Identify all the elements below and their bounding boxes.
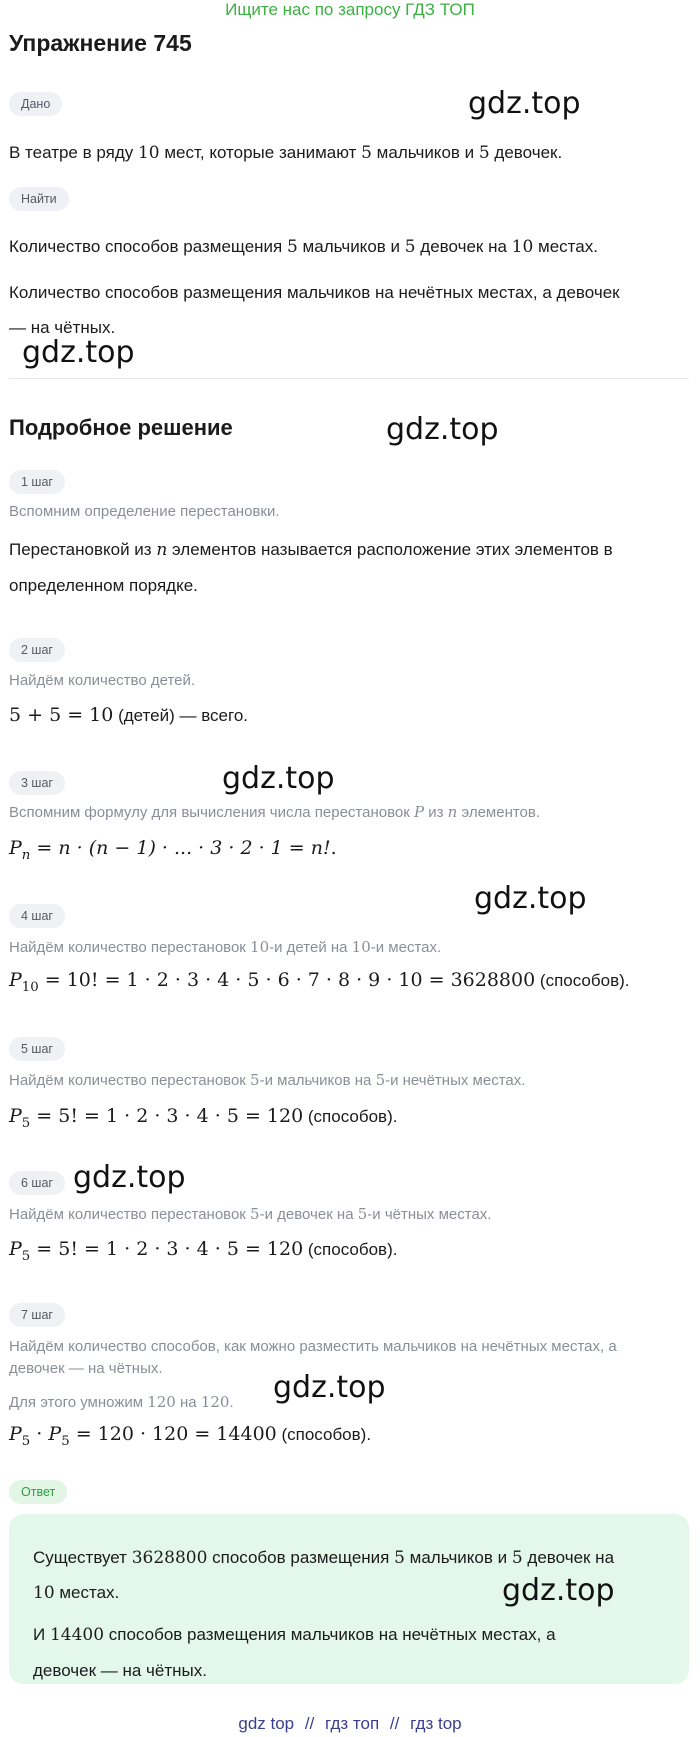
step-2-hint: Найдём количество детей. [9, 672, 196, 689]
step-5-badge: 5 шаг [9, 1037, 65, 1061]
step-6-formula: $P_5 = 5$! = 1 · 2 · 3 · 4 · 5 = 120 (способов). [9, 1238, 398, 1264]
step-7-formula: $P_5 \cdot P_5 = 120 \cdot 120 = 14400$ (способов). [9, 1423, 372, 1449]
footer-link-2[interactable]: гдз топ [325, 1714, 380, 1733]
step-6-hint: Найдём количество перестановок 5-и девочек на 5-и чётных местах. [9, 1205, 492, 1223]
step-1-text: Перестановкой из n элементов называется расположение этих элементов в определенном порядке. [9, 540, 613, 595]
watermark: gdz.top [502, 1573, 615, 1608]
step-2-badge: 2 шаг [9, 638, 65, 662]
footer-separator: // [304, 1714, 315, 1733]
find-badge-label: Найти [9, 187, 69, 211]
step-7-hint: Найдём количество способов, как можно разместить мальчиков на нечётных местах, а девочек — на чётных. [9, 1338, 617, 1377]
answer-line-1: Существует 3628800 способов размещения 5 мальчиков и 5 девочек на [33, 1548, 615, 1568]
find-badge [9, 187, 69, 211]
step-3-hint: Вспомним формулу для вычисления числа перестановок P из n элементов. [9, 803, 541, 821]
step-1-badge: 1 шаг [9, 470, 65, 494]
exercise-title: Упражнение 745 [9, 30, 192, 56]
answer-badge: Ответ [9, 1480, 67, 1504]
step-6-badge: 6 шаг [9, 1171, 65, 1195]
answer-line-3: И 14400 способов размещения мальчиков на нечётных местах, а [33, 1625, 556, 1645]
watermark: gdz.top [273, 1370, 386, 1405]
footer-links [0, 1714, 700, 1734]
step-2-formula: 5 + 5 = 10 (детей) — всего. [9, 704, 249, 726]
watermark: gdz.top [468, 86, 581, 121]
find-text-1: Количество способов размещения 5 мальчиков и 5 девочек на 10 местах. [9, 237, 598, 257]
step-7-badge: 7 шаг [9, 1303, 65, 1327]
answer-line-2: 10 местах. [33, 1583, 120, 1603]
footer-separator: // [389, 1714, 400, 1733]
footer-link-3[interactable]: гдз top [410, 1714, 462, 1733]
watermark: gdz.top [73, 1160, 186, 1195]
step-7-hint-2: Для этого умножим 120 на 120. [9, 1393, 234, 1411]
solution-title: Подробное решение [9, 415, 233, 440]
watermark: gdz.top [222, 761, 335, 796]
step-4-formula: $P_{10} = 10$! = 1 · 2 · 3 · 4 · 5 · 6 · 7 · 8 · 9 · 10 = 3628800 (способов). [9, 969, 630, 995]
watermark: gdz.top [22, 335, 135, 370]
step-4-badge: 4 шаг [9, 904, 65, 928]
given-text: В театре в ряду 10 мест, которые занимают 5 мальчиков и 5 девочек. [9, 143, 563, 163]
watermark: gdz.top [474, 881, 587, 916]
search-hint-banner: Ищите нас по запросу ГДЗ ТОП [225, 0, 475, 19]
watermark: gdz.top [386, 412, 499, 447]
step-5-hint: Найдём количество перестановок 5-и мальчиков на 5-и нечётных местах. [9, 1071, 526, 1089]
step-1-hint: Вспомним определение перестановки. [9, 503, 280, 520]
step-3-badge: 3 шаг [9, 771, 65, 795]
step-3-formula: $P_n = n \cdot (n - 1)$ · ... · 3 · 2 · 1 = n!. [9, 837, 337, 863]
section-divider [9, 378, 689, 379]
answer-line-4: девочек — на чётных. [33, 1661, 207, 1680]
given-badge [9, 92, 62, 116]
find-text-2: Количество способов размещения мальчиков на нечётных местах, а девочек — на чётных. [9, 283, 620, 337]
step-4-hint: Найдём количество перестановок 10-и детей на 10-и местах. [9, 938, 442, 956]
given-badge-label: Дано [9, 92, 62, 116]
footer-link-1[interactable]: gdz top [238, 1714, 295, 1733]
step-5-formula: $P_5 = 5$! = 1 · 2 · 3 · 4 · 5 = 120 (способов). [9, 1105, 398, 1131]
